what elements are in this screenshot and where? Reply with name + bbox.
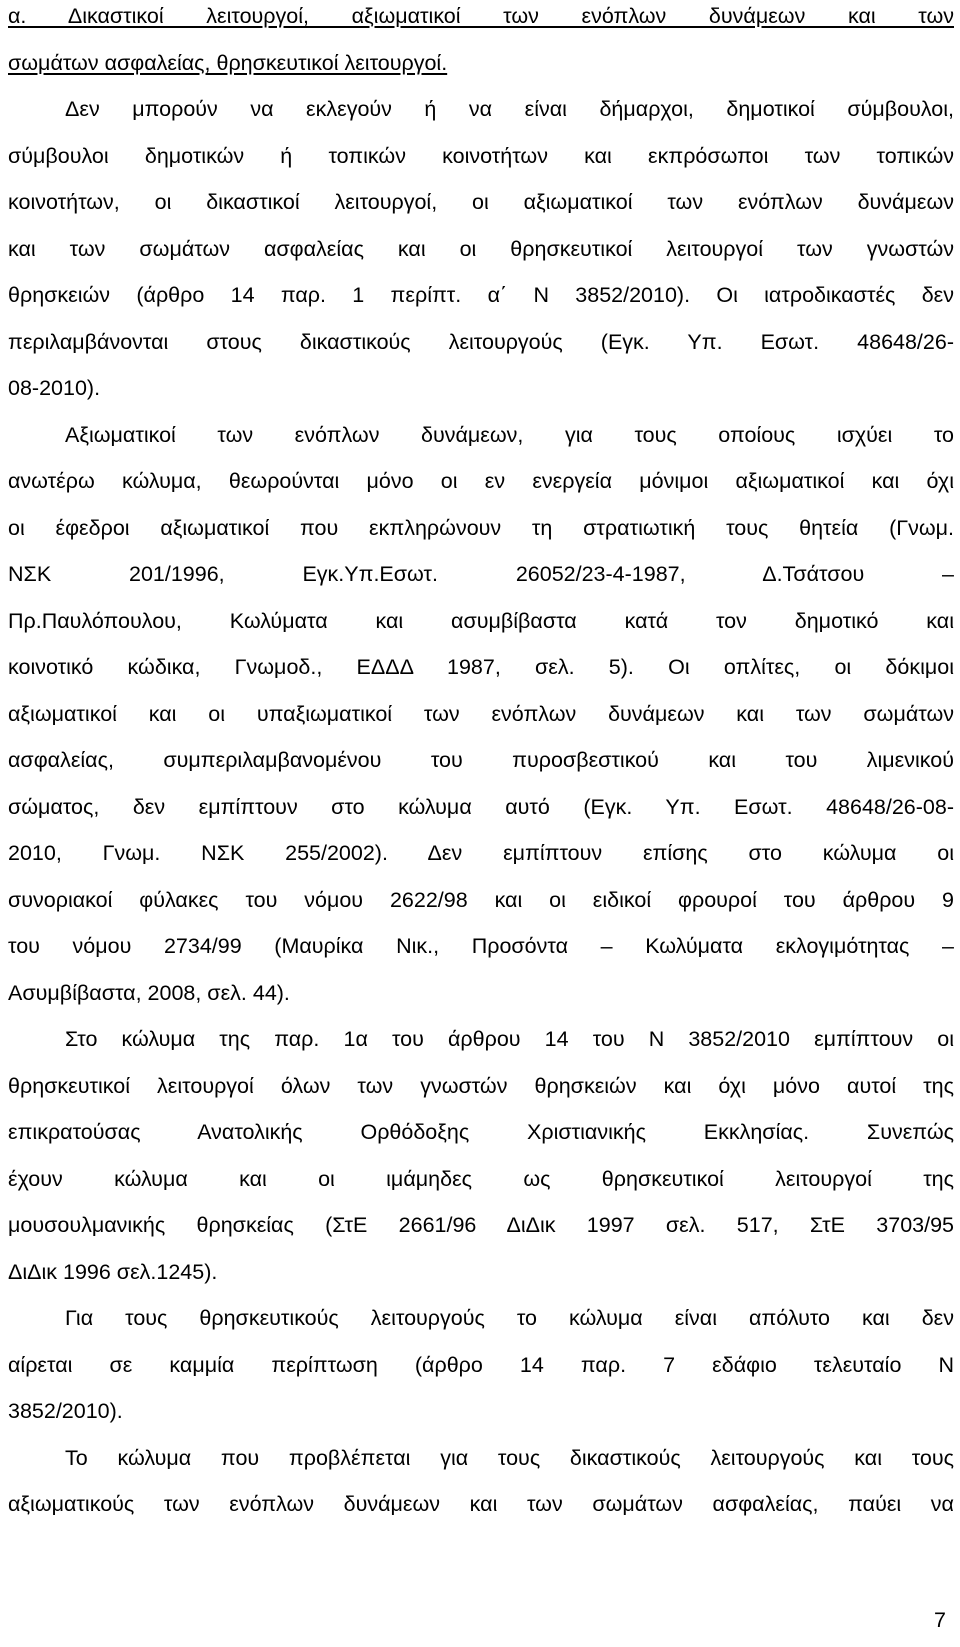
text-line: 08-2010). <box>8 376 101 400</box>
paragraph-5 <box>8 1442 954 1535</box>
text-line: Για τους θρησκευτικούς λειτουργούς το κώλυμα είναι απόλυτο και δεν <box>65 1306 954 1330</box>
text-line: Πρ.Παυλόπουλου, Κωλύματα και ασυμβίβαστα κατά τον δημοτικό και <box>8 608 954 633</box>
text-line: Ασυμβίβαστα, 2008, σελ. 44). <box>8 980 290 1005</box>
text-line: περιλαμβάνονται στους δικαστικούς λειτουργούς (Εγκ. Υπ. Εσωτ. 48648/26- <box>8 329 954 354</box>
heading-line-1: α. Δικαστικοί λειτουργοί, αξιωματικοί των ενόπλων δυνάμεων και των <box>8 4 954 28</box>
paragraph-1 <box>8 93 954 419</box>
text-line: αίρεται σε καμμία περίπτωση (άρθρο 14 παρ. 7 εδάφιο τελευταίο Ν <box>8 1352 954 1377</box>
text-line: ασφαλείας, συμπεριλαμβανομένου του πυροσβεστικού και του λιμενικού <box>8 748 954 772</box>
text-line: αξιωματικούς των ενόπλων δυνάμεων και των σωμάτων ασφαλείας, παύει να <box>8 1492 954 1516</box>
text-line: αξιωματικοί και οι υπαξιωματικοί των ενόπλων δυνάμεων και των σωμάτων <box>8 701 954 726</box>
text-line: ΔιΔικ 1996 σελ.1245). <box>8 1259 218 1284</box>
paragraph-3 <box>8 1023 954 1302</box>
text-line: Αξιωματικοί των ενόπλων δυνάμεων, για τους οποίους ισχύει το <box>65 422 954 447</box>
heading-line-2: σωμάτων ασφαλείας, θρησκευτικοί λειτουργοί. <box>8 50 448 75</box>
text-line: συνοριακοί φύλακες του νόμου 2622/98 και οι ειδικοί φρουροί του άρθρου 9 <box>8 887 954 912</box>
text-line: κοινοτικό κώδικα, Γνωμοδ., ΕΔΔΔ 1987, σελ. 5). Οι οπλίτες, οι δόκιμοι <box>8 655 954 679</box>
paragraph-2 <box>8 419 954 1024</box>
section-heading <box>8 0 954 93</box>
text-line: έχουν κώλυμα και οι ιμάμηδες ως θρησκευτικοί λειτουργοί της <box>8 1166 954 1191</box>
text-line: Το κώλυμα που προβλέπεται για τους δικαστικούς λειτουργούς και τους <box>65 1445 954 1470</box>
text-line: σύμβουλοι δημοτικών ή τοπικών κοινοτήτων και εκπρόσωποι των τοπικών <box>8 143 954 168</box>
document-page <box>8 0 954 1535</box>
text-line: οι έφεδροι αξιωματικοί που εκπληρώνουν τη στρατιωτική τους θητεία (Γνωμ. <box>8 515 954 540</box>
text-line: και των σωμάτων ασφαλείας και οι θρησκευτικοί λειτουργοί των γνωστών <box>8 236 954 261</box>
text-line: σώματος, δεν εμπίπτουν στο κώλυμα αυτό (Εγκ. Υπ. Εσωτ. 48648/26-08- <box>8 794 954 819</box>
text-line: θρησκευτικοί λειτουργοί όλων των γνωστών θρησκειών και όχι μόνο αυτοί της <box>8 1073 954 1098</box>
text-line: κοινοτήτων, οι δικαστικοί λειτουργοί, οι αξιωματικοί των ενόπλων δυνάμεων <box>8 190 954 214</box>
text-line: 2010, Γνωμ. ΝΣΚ 255/2002). Δεν εμπίπτουν επίσης στο κώλυμα οι <box>8 841 954 865</box>
paragraph-4 <box>8 1302 954 1442</box>
text-line: μουσουλμανικής θρησκείας (ΣτΕ 2661/96 ΔιΔικ 1997 σελ. 517, ΣτΕ 3703/95 <box>8 1213 954 1237</box>
text-line: ΝΣΚ 201/1996, Εγκ.Υπ.Εσωτ. 26052/23-4-1987, Δ.Τσάτσου – <box>8 562 954 586</box>
text-line: του νόμου 2734/99 (Μαυρίκα Νικ., Προσόντα – Κωλύματα εκλογιμότητας – <box>8 934 954 958</box>
text-line: Στο κώλυμα της παρ. 1α του άρθρου 14 του Ν 3852/2010 εμπίπτουν οι <box>65 1027 954 1051</box>
text-line: Δεν μπορούν να εκλεγούν ή να είναι δήμαρχοι, δημοτικοί σύμβουλοι, <box>65 97 954 121</box>
text-line: ανωτέρω κώλυμα, θεωρούνται μόνο οι εν ενεργεία μόνιμοι αξιωματικοί και όχι <box>8 469 954 493</box>
page-number: 7 <box>934 1608 946 1632</box>
text-line: θρησκειών (άρθρο 14 παρ. 1 περίπτ. α΄ Ν 3852/2010). Οι ιατροδικαστές δεν <box>8 283 954 307</box>
text-line: επικρατούσας Ανατολικής Ορθόδοξης Χριστιανικής Εκκλησίας. Συνεπώς <box>8 1120 954 1144</box>
text-line: 3852/2010). <box>8 1399 123 1423</box>
